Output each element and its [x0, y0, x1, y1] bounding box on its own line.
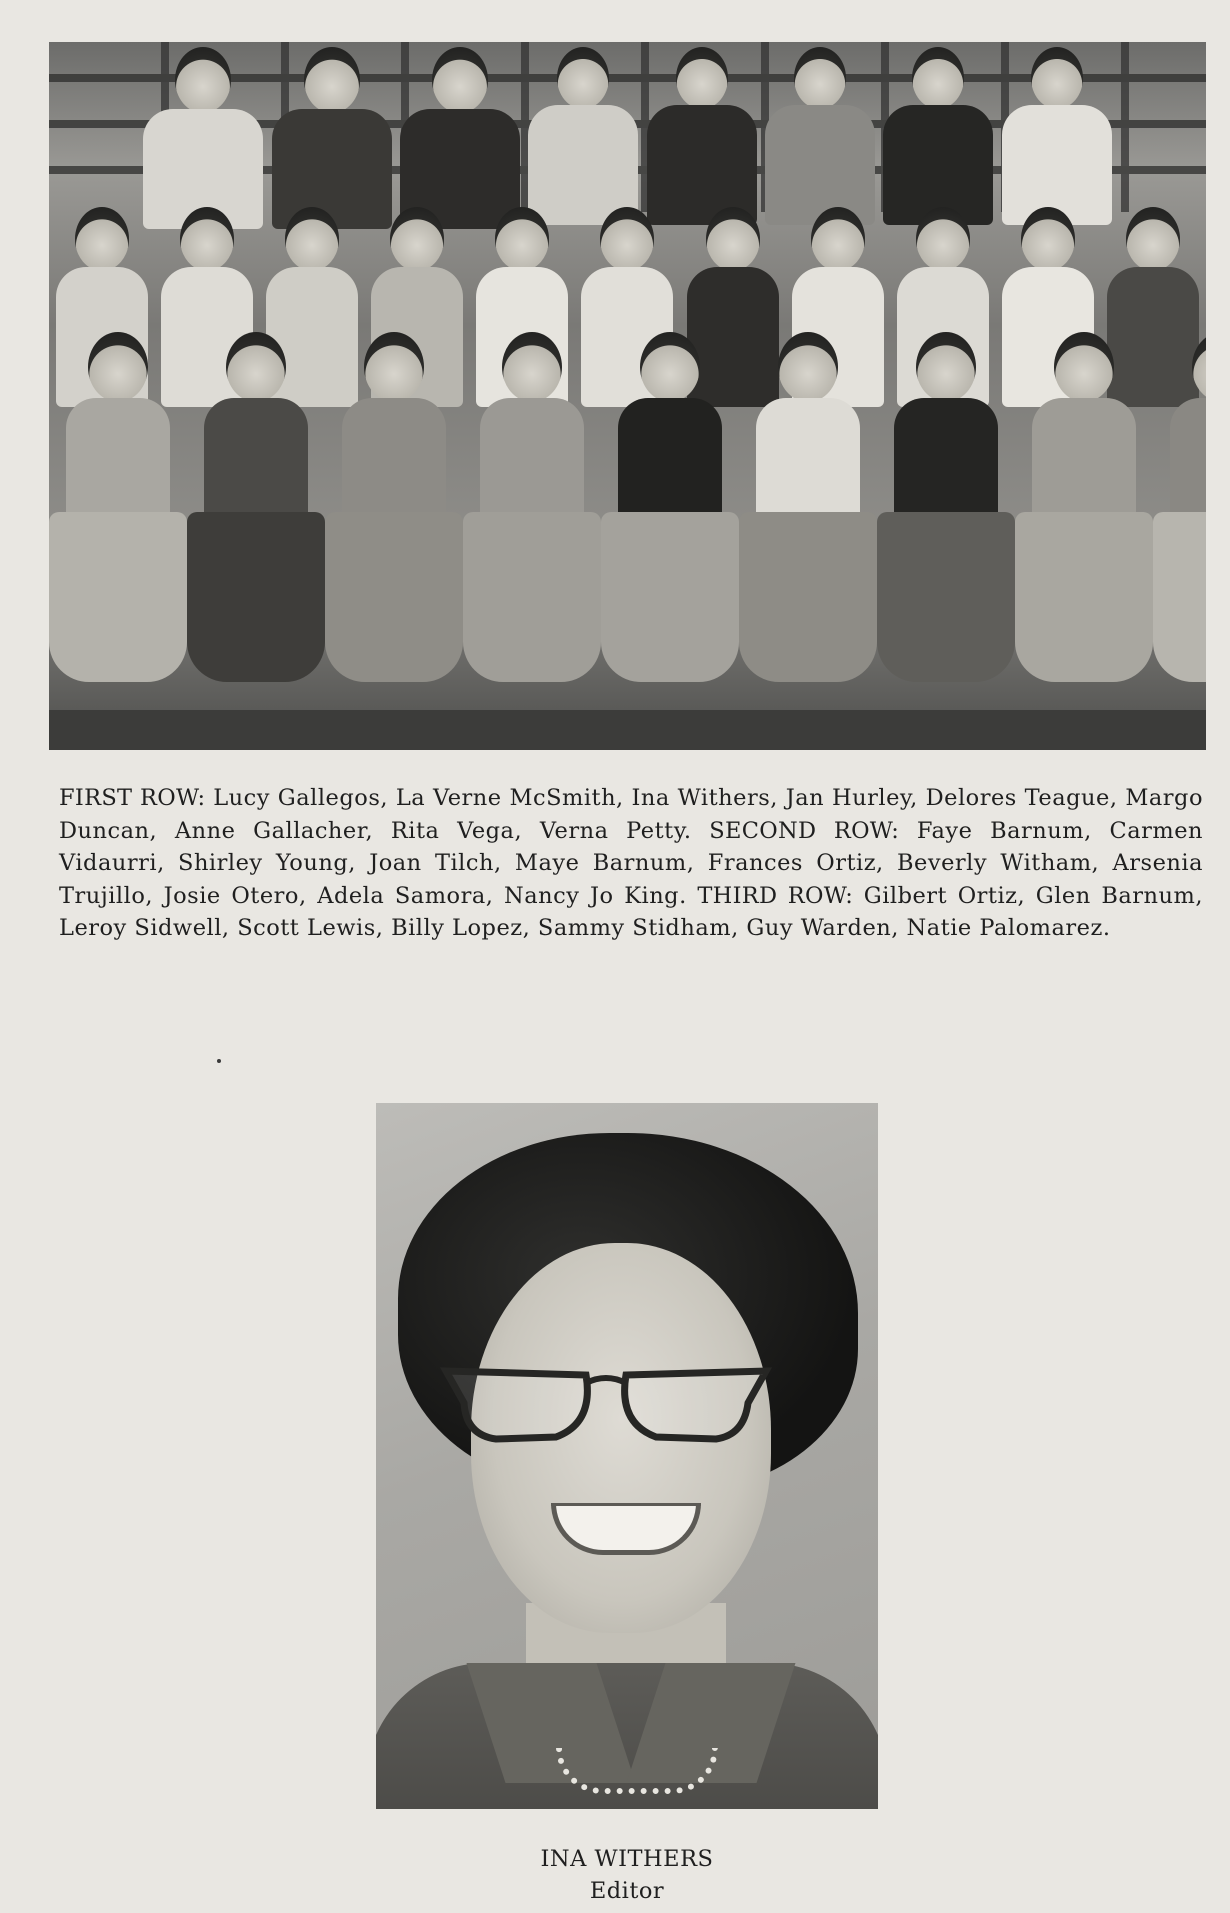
photo-person	[765, 47, 875, 229]
photo-person	[272, 47, 392, 229]
photo-person	[143, 47, 263, 229]
second-row-names: Faye Barnum, Carmen Vidaurri, Shirley Young, Joan Tilch, Maye Barnum, Frances Ortiz, Beverly Witham, Arsenia Trujillo, Josie Otero, Adela Samora, Nancy Jo King.	[59, 817, 1203, 909]
photo-ground	[49, 710, 1206, 750]
first-row-label: FIRST ROW:	[59, 785, 206, 811]
photo-person	[1153, 332, 1206, 682]
photo-person	[739, 332, 877, 682]
photo-person	[647, 47, 757, 229]
photo-person	[528, 47, 638, 229]
editor-name: INA WITHERS	[540, 1846, 714, 1872]
page-speck	[217, 1059, 221, 1063]
photo-person	[1002, 47, 1112, 229]
photo-person	[601, 332, 739, 682]
photo-third-row	[49, 47, 1206, 229]
photo-person	[463, 332, 601, 682]
photo-person	[877, 332, 1015, 682]
group-photo-caption	[59, 782, 1203, 945]
third-row-label: THIRD ROW:	[697, 882, 854, 909]
photo-first-row	[49, 332, 1206, 682]
portrait-pearl-necklace	[556, 1748, 718, 1794]
second-row-label: SECOND ROW:	[709, 817, 900, 844]
portrait-caption	[376, 1843, 878, 1907]
photo-person	[400, 47, 520, 229]
third-row-names: Gilbert Ortiz, Glen Barnum, Leroy Sidwell, Scott Lewis, Billy Lopez, Sammy Stidham, Guy Warden, Natie Palomarez.	[59, 882, 1204, 942]
photo-person	[883, 47, 993, 229]
group-photo	[49, 42, 1206, 750]
first-row-names: Lucy Gallegos, La Verne McSmith, Ina Withers, Jan Hurley, Delores Teague, Margo Duncan, Anne Gallacher, Rita Vega, Verna Petty.	[59, 785, 1203, 844]
photo-person	[1015, 332, 1153, 682]
photo-person	[187, 332, 325, 682]
photo-person	[49, 332, 187, 682]
portrait-glasses	[436, 1353, 776, 1443]
editor-title: Editor	[589, 1878, 665, 1904]
photo-person	[325, 332, 463, 682]
editor-portrait	[376, 1103, 878, 1809]
